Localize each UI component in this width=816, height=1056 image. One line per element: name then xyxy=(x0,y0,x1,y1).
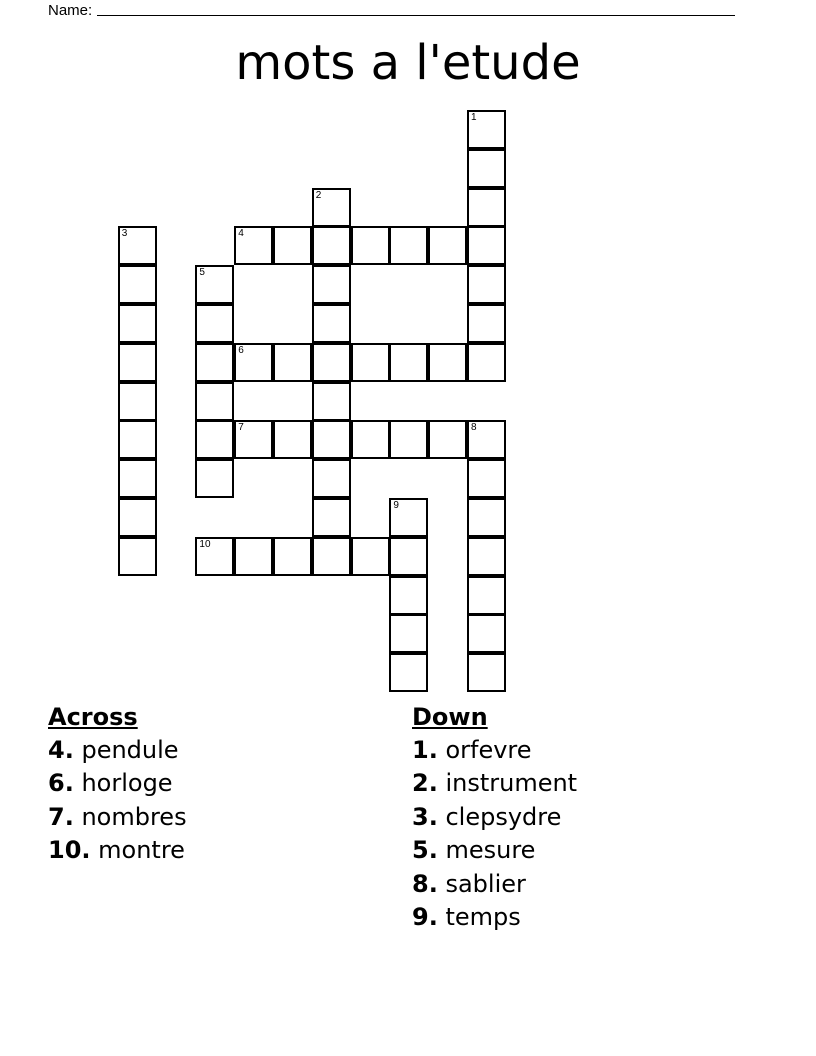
grid-cell[interactable] xyxy=(467,653,506,692)
grid-cell[interactable] xyxy=(467,420,506,459)
across-clue xyxy=(48,734,378,767)
clue-number: 10 xyxy=(199,538,211,550)
clue-number: 3 xyxy=(121,228,128,240)
grid-cell[interactable] xyxy=(312,498,351,537)
grid-cell[interactable] xyxy=(118,265,157,304)
grid-cell[interactable] xyxy=(234,226,273,265)
grid-cell[interactable] xyxy=(389,420,428,459)
grid-cell[interactable] xyxy=(312,459,351,498)
grid-cell[interactable] xyxy=(351,420,390,459)
clue-text: instrument xyxy=(437,769,578,798)
grid-cell[interactable] xyxy=(195,420,234,459)
down-clues xyxy=(412,700,772,934)
clue-number: 4 xyxy=(238,228,244,240)
grid-cell[interactable] xyxy=(389,537,428,576)
grid-cell[interactable] xyxy=(467,188,506,227)
grid-cell[interactable] xyxy=(467,614,506,653)
grid-cell[interactable] xyxy=(273,226,312,265)
clue-number-label: 3. xyxy=(412,802,438,831)
grid-cell[interactable] xyxy=(389,576,428,615)
clue-number: 5 xyxy=(199,267,205,279)
clue-number-label: 10. xyxy=(48,836,91,865)
grid-cell[interactable] xyxy=(312,188,351,227)
clue-number-label: 9. xyxy=(412,903,438,932)
grid-cell[interactable] xyxy=(428,226,467,265)
clue-number: 8 xyxy=(471,422,477,434)
across-clue-list xyxy=(48,734,378,868)
down-clue xyxy=(412,901,772,934)
grid-cell[interactable] xyxy=(467,226,506,265)
across-clue xyxy=(48,834,378,867)
grid-cell[interactable] xyxy=(389,226,428,265)
grid-cell[interactable] xyxy=(312,265,351,304)
grid-cell[interactable] xyxy=(118,304,157,343)
grid-cell[interactable] xyxy=(312,304,351,343)
grid-cell[interactable] xyxy=(195,382,234,421)
grid-cell[interactable] xyxy=(195,343,234,382)
across-heading: Across xyxy=(48,703,138,731)
grid-cell[interactable] xyxy=(118,420,157,459)
grid-cell[interactable] xyxy=(467,304,506,343)
clue-text: pendule xyxy=(73,736,179,764)
grid-cell[interactable] xyxy=(195,265,234,304)
grid-cell[interactable] xyxy=(118,459,157,498)
grid-cell[interactable] xyxy=(389,343,428,382)
clue-number: 1 xyxy=(471,112,477,123)
clue-text: nombres xyxy=(73,802,187,831)
grid-cell[interactable] xyxy=(118,498,157,537)
clue-text: sablier xyxy=(437,869,526,898)
grid-cell[interactable] xyxy=(351,343,390,382)
name-label: Name: xyxy=(48,2,93,19)
across-clues xyxy=(48,700,378,868)
grid-cell[interactable] xyxy=(273,420,312,459)
grid-cell[interactable] xyxy=(312,226,351,265)
grid-cell[interactable] xyxy=(118,382,157,421)
grid-cell[interactable] xyxy=(312,420,351,459)
down-heading: Down xyxy=(412,703,488,731)
grid-cell[interactable] xyxy=(195,459,234,498)
grid-cell[interactable] xyxy=(467,110,506,149)
clue-text: montre xyxy=(90,836,185,865)
down-clue xyxy=(412,801,772,834)
across-clue xyxy=(48,801,378,834)
grid-cell[interactable] xyxy=(351,226,390,265)
clue-number: 6 xyxy=(238,344,244,356)
clue-number-label: 6. xyxy=(48,769,74,798)
down-clue xyxy=(412,868,772,901)
grid-cell[interactable] xyxy=(118,537,157,576)
clue-number: 2 xyxy=(315,189,322,201)
down-clue xyxy=(412,834,772,867)
grid-cell[interactable] xyxy=(467,459,506,498)
clue-text: clepsydre xyxy=(437,802,562,831)
page-title: mots a l'etude xyxy=(235,35,581,91)
down-clue xyxy=(412,734,772,767)
clue-text: orfevre xyxy=(437,736,532,764)
grid-cell[interactable] xyxy=(467,343,506,382)
clue-number: 7 xyxy=(238,422,244,434)
grid-cell[interactable] xyxy=(467,498,506,537)
grid-cell[interactable] xyxy=(428,343,467,382)
grid-cell[interactable] xyxy=(389,653,428,692)
down-clue-list xyxy=(412,734,772,934)
grid-cell[interactable] xyxy=(351,537,390,576)
grid-cell[interactable] xyxy=(312,343,351,382)
clue-number-label: 5. xyxy=(412,836,438,865)
grid-cell[interactable] xyxy=(273,537,312,576)
clue-number-label: 7. xyxy=(48,802,74,831)
grid-cell[interactable] xyxy=(234,420,273,459)
grid-cell[interactable] xyxy=(467,576,506,615)
clue-number-label: 2. xyxy=(412,769,438,798)
clue-text: horloge xyxy=(73,769,173,798)
grid-cell[interactable] xyxy=(312,537,351,576)
grid-cell[interactable] xyxy=(234,343,273,382)
grid-cell[interactable] xyxy=(467,149,506,188)
clue-number-label: 8. xyxy=(412,869,438,898)
grid-cell[interactable] xyxy=(118,226,157,265)
grid-cell[interactable] xyxy=(428,420,467,459)
grid-cell[interactable] xyxy=(234,537,273,576)
clue-text: temps xyxy=(437,903,521,932)
grid-cell[interactable] xyxy=(467,537,506,576)
across-clue xyxy=(48,767,378,800)
grid-cell[interactable] xyxy=(118,343,157,382)
grid-cell[interactable] xyxy=(389,498,428,537)
grid-cell[interactable] xyxy=(467,265,506,304)
grid-cell[interactable] xyxy=(312,382,351,421)
clue-number-label: 4. xyxy=(48,736,74,764)
down-clue xyxy=(412,767,772,800)
grid-cell[interactable] xyxy=(389,614,428,653)
clue-text: mesure xyxy=(437,836,536,865)
clue-number: 9 xyxy=(393,500,399,511)
grid-cell[interactable] xyxy=(195,537,234,576)
grid-cell[interactable] xyxy=(195,304,234,343)
grid-cell[interactable] xyxy=(273,343,312,382)
clue-number-label: 1. xyxy=(412,736,438,764)
